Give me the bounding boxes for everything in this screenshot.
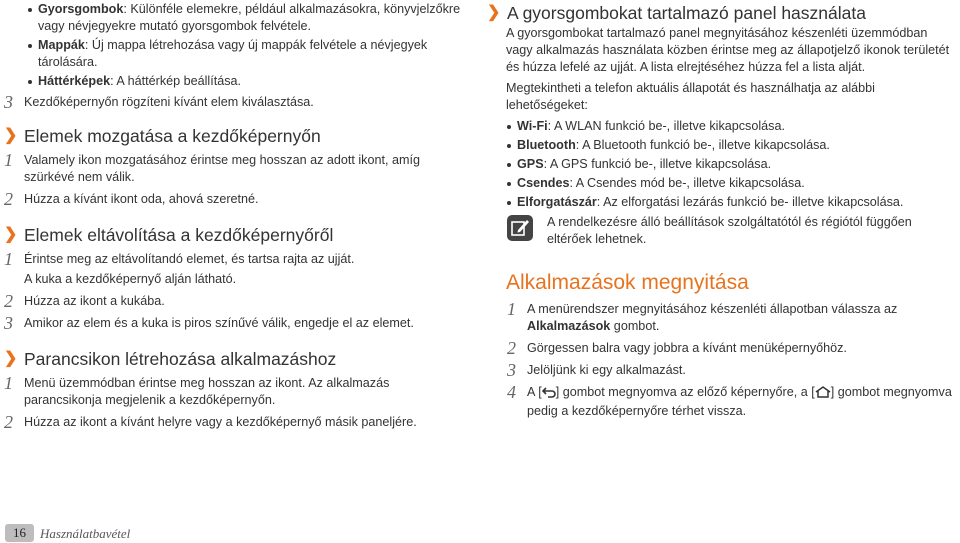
step-1: 1 A menürendszer megnyitásához készenléti állapotban válassza az Alkalmazások gombot. — [507, 299, 898, 333]
step-number: 2 — [507, 338, 516, 358]
step-text: Valamely ikon mozgatásához érintse meg hosszan az adott ikont, amíg szürkévé nem válik. — [24, 153, 420, 184]
list-item: Mappák: Új mappa létrehozása vagy új mappák felvétele a névjegyek tárolására. — [28, 37, 470, 71]
step-1 — [0, 375, 470, 409]
chevron-right-icon: ❯ — [4, 127, 18, 144]
page-number: 16 — [5, 524, 34, 542]
section-heading-shortcut: ❯ Parancsikon létrehozása alkalmazáshoz — [4, 349, 337, 369]
chevron-right-icon: ❯ — [4, 226, 18, 243]
panel-intro: A gyorsgombokat tartalmazó panel megnyitásához készenléti üzemmódban vagy alkalmazás használata közben érintse meg az állapotjelző ikonok területét és húzza lefelé az ujját. A lista elrejtéséhez húzza fel a lista alját. — [506, 26, 950, 74]
page-footer — [0, 522, 200, 543]
step-text: A kuka a kezdőképernyő alján látható. — [24, 272, 237, 286]
step-text: Menü üzemmódban érintse meg hosszan az ikont. Az alkalmazás parancsikonja megjelenik a kezdőképernyőn. — [24, 376, 390, 407]
left-column — [0, 0, 470, 431]
quick-settings-list — [485, 118, 955, 211]
step-number: 2 — [4, 291, 13, 311]
step-number: 3 — [4, 92, 13, 112]
step-text: Amikor az elem és a kuka is piros színűvé válik, engedje el az elemet. — [24, 316, 414, 330]
step-number: 2 — [4, 189, 13, 209]
step-2 — [0, 191, 470, 208]
list-item: Háttérképek: A háttérkép beállítása. — [28, 73, 470, 90]
step-number: 1 — [4, 373, 13, 393]
list-item: GPS: A GPS funkció be-, illetve kikapcsolása. — [507, 156, 955, 173]
list-item: Csendes: A Csendes mód be-, illetve kikapcsolása. — [507, 175, 955, 192]
note-text: A rendelkezésre álló beállítások szolgáltatótól és régiótól függően eltérőek lehetnek. — [547, 215, 912, 246]
home-icon — [815, 386, 831, 403]
section-title-apps: Alkalmazások megnyitása — [506, 271, 749, 294]
list-item: Bluetooth: A Bluetooth funkció be-, illetve kikapcsolása. — [507, 137, 955, 154]
step-number: 2 — [4, 412, 13, 432]
step-text: Görgessen balra vagy jobbra a kívánt menüképernyőhöz. — [527, 341, 847, 355]
step-number: 1 — [4, 249, 13, 269]
step-text: Jelöljünk ki egy alkalmazást. — [527, 363, 686, 377]
step-text: Húzza az ikont a kívánt helyre vagy a kezdőképernyő másik paneljére. — [24, 415, 417, 429]
note-block — [485, 214, 955, 248]
chevron-right-icon: ❯ — [487, 4, 501, 21]
back-icon — [542, 386, 556, 403]
step-4: 4 A [ ] gombot megnyomva az előző képernyőre, a [ ] gombot megnyomva pedig a kezdőképernyőre térhet vissza. — [507, 382, 952, 418]
step-1 — [0, 251, 470, 288]
step-3 — [0, 315, 470, 332]
options-list — [0, 1, 470, 90]
step-text: Érintse meg az eltávolítandó elemet, és tartsa rajta az ujját. — [24, 252, 355, 266]
step-3 — [485, 362, 955, 379]
chevron-right-icon: ❯ — [4, 350, 18, 367]
step-2 — [0, 414, 470, 431]
step-text: Húzza az ikont a kukába. — [24, 294, 165, 308]
step-2 — [0, 293, 470, 310]
footer-label: Használatbavétel — [40, 526, 131, 541]
section-heading-panel: ❯ A gyorsgombokat tartalmazó panel használata — [487, 3, 866, 23]
section-heading-move: ❯ Elemek mozgatása a kezdőképernyőn — [4, 126, 321, 146]
list-item: Gyorsgombok: Különféle elemekre, például alkalmazásokra, könyvjelzőkre vagy névjegyekre mutató gyorsgombok felvétele. — [28, 1, 470, 35]
note-pencil-icon — [507, 215, 533, 241]
step-number: 1 — [4, 150, 13, 170]
right-column — [485, 0, 955, 420]
step-2 — [485, 340, 955, 357]
step-number: 4 — [507, 382, 516, 402]
list-item: Elforgatászár: Az elforgatási lezárás funkció be- illetve kikapcsolása. — [507, 194, 955, 211]
list-item: Wi-Fi: A WLAN funkció be-, illetve kikapcsolása. — [507, 118, 955, 135]
panel-lead: Megtekintheti a telefon aktuális állapotát és használhatja az alábbi lehetőségeket: — [506, 81, 875, 112]
step-1 — [0, 152, 470, 186]
step-number: 3 — [4, 313, 13, 333]
section-heading-remove: ❯ Elemek eltávolítása a kezdőképernyőről — [4, 225, 334, 245]
step-text: Kezdőképernyőn rögzíteni kívánt elem kiválasztása. — [24, 95, 314, 109]
step-number: 1 — [507, 299, 516, 319]
step-number: 3 — [507, 360, 516, 380]
step-text: Húzza a kívánt ikont oda, ahová szeretné. — [24, 192, 259, 206]
step-3 — [0, 94, 470, 111]
